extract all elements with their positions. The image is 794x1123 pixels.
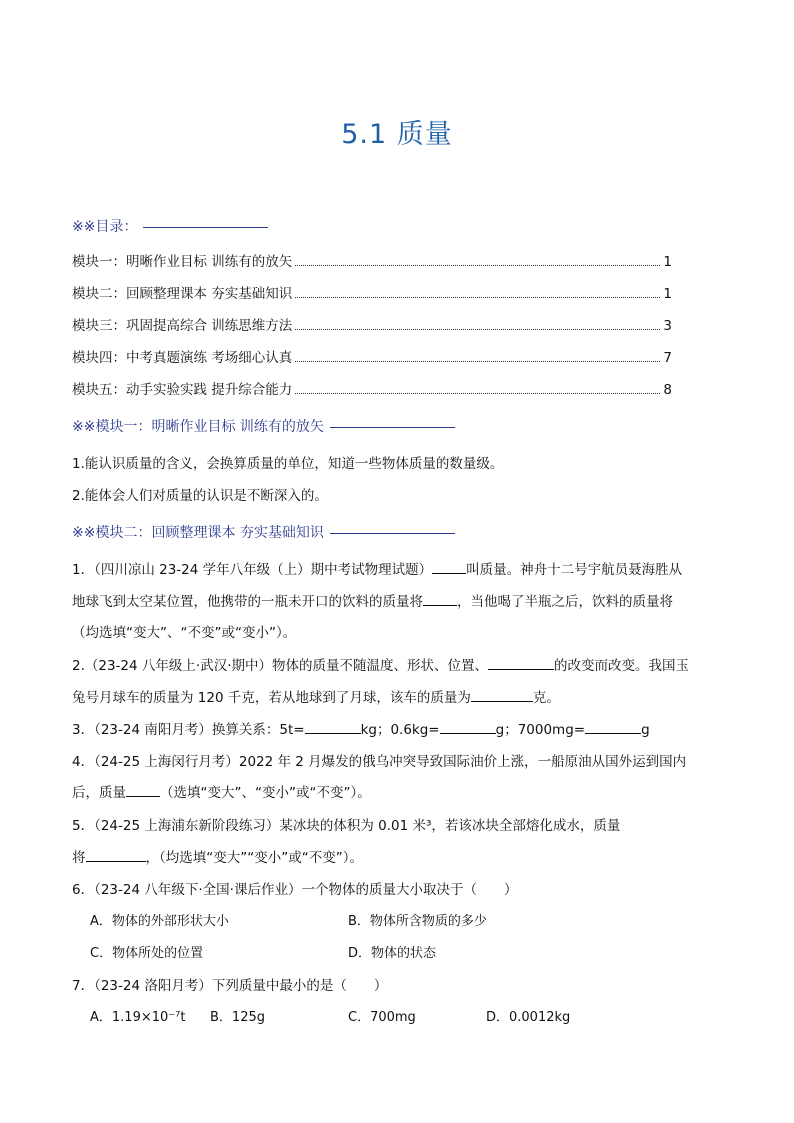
question-text: 兔号月球车的质量为 120 千克，若从地球到了月球，该车的质量为 — [72, 690, 471, 706]
question-text: ，（均选填“变大”“变小”或“不变”）。 — [145, 850, 363, 866]
heading-rule — [330, 427, 455, 428]
answer-blank[interactable] — [585, 721, 641, 734]
question-5-line-1: 5．（24-25 上海浦东新阶段练习）某冰块的体积为 0.01 米³，若该冰块全部熔化成水，质量 — [72, 818, 621, 834]
question-text: 将 — [72, 850, 86, 866]
question-3 — [72, 718, 650, 738]
toc-item-label: 模块一：明晰作业目标 训练有的放矢 — [72, 254, 293, 270]
answer-blank[interactable] — [305, 721, 361, 734]
question-4-line-1: 4．（24-25 上海闵行月考）2022 年 2 月爆发的俄乌冲突导致国际油价上涨，一船原油从国外运到国内 — [72, 754, 687, 770]
question-text: 1．（四川凉山 23-24 学年八年级（上）期中考试物理试题） — [72, 562, 433, 578]
toc-item[interactable] — [72, 346, 672, 366]
question-text: g — [641, 722, 650, 738]
answer-blank[interactable] — [432, 561, 466, 574]
toc-item[interactable] — [72, 314, 672, 334]
question-4-line-2 — [72, 781, 371, 801]
question-text: 后，质量 — [72, 785, 126, 801]
goal-item: 1.能认识质量的含义，会换算质量的单位，知道一些物体质量的数量级。 — [72, 456, 504, 472]
toc-heading — [72, 216, 268, 236]
question-1-line-3: （均选填“变大”、“不变”或“变小”）。 — [72, 625, 297, 641]
question-1-line-1 — [72, 558, 682, 578]
answer-blank[interactable] — [471, 689, 533, 702]
option-c[interactable]: C．物体所处的位置 — [90, 946, 204, 961]
toc-item[interactable] — [72, 378, 672, 398]
toc-item-label: 模块四：中考真题演练 考场细心认真 — [72, 350, 293, 366]
question-6-stem: 6．（23-24 八年级下·全国·课后作业）一个物体的质量大小取决于（ ） — [72, 882, 518, 898]
question-text: ，当他喝了半瓶之后，饮料的质量将 — [457, 594, 673, 610]
option-b[interactable]: B．物体所含物质的多少 — [348, 914, 487, 929]
question-text: kg；0.6kg= — [360, 722, 440, 738]
option-d[interactable]: D．0.0012kg — [486, 1010, 571, 1025]
toc-leader-dots — [295, 288, 660, 298]
question-text: 2.（23-24 八年级上·武汉·期中）物体的质量不随温度、形状、位置、 — [72, 658, 488, 674]
option-d[interactable]: D．物体的状态 — [348, 946, 437, 961]
module2-heading — [72, 522, 455, 542]
toc-item-page: 1 — [663, 254, 672, 270]
answer-blank[interactable] — [488, 657, 554, 670]
question-text: （选填“变大”、“变小”或“不变”）。 — [160, 785, 371, 801]
answer-blank[interactable] — [86, 849, 146, 862]
toc-leader-dots — [295, 384, 660, 394]
question-5-line-2 — [72, 846, 363, 866]
toc-heading-text: ※※目录： — [72, 219, 138, 235]
question-2-line-2 — [72, 686, 560, 706]
answer-blank[interactable] — [423, 593, 457, 606]
toc-item-page: 1 — [663, 286, 672, 302]
toc-leader-dots — [295, 352, 660, 362]
option-c[interactable]: C．700mg — [348, 1010, 416, 1025]
module2-heading-text: ※※模块二：回顾整理课本 夯实基础知识 — [72, 525, 324, 541]
toc-item-page: 7 — [663, 350, 672, 366]
question-text: 的改变而改变。我国玉 — [553, 658, 689, 674]
question-2-line-1 — [72, 654, 689, 674]
heading-rule — [330, 533, 455, 534]
toc-item[interactable] — [72, 282, 672, 302]
page-title: 5.1 质量 — [341, 119, 453, 150]
toc-item-label: 模块五：动手实验实践 提升综合能力 — [72, 382, 293, 398]
module1-heading — [72, 416, 455, 436]
question-text: 叫质量。神舟十二号宇航员聂海胜从 — [466, 562, 683, 578]
goal-item: 2.能体会人们对质量的认识是不断深入的。 — [72, 488, 328, 504]
answer-blank[interactable] — [440, 721, 496, 734]
question-text: 克。 — [532, 690, 560, 706]
toc-item[interactable] — [72, 250, 672, 270]
toc-item-page: 3 — [663, 318, 672, 334]
heading-rule — [143, 227, 268, 228]
toc-leader-dots — [295, 256, 660, 266]
question-text: 3．（23-24 南阳月考）换算关系：5t= — [72, 722, 305, 738]
toc-leader-dots — [295, 320, 660, 330]
toc-item-label: 模块三：巩固提高综合 训练思维方法 — [72, 318, 293, 334]
option-a[interactable]: A．物体的外部形状大小 — [90, 914, 229, 929]
option-b[interactable]: B．125g — [210, 1010, 265, 1025]
answer-blank[interactable] — [126, 784, 160, 797]
question-text: g；7000mg= — [495, 722, 586, 738]
toc-item-page: 8 — [663, 382, 672, 398]
question-1-line-2 — [72, 590, 673, 610]
question-text: 地球飞到太空某位置，他携带的一瓶未开口的饮料的质量将 — [72, 594, 423, 610]
option-a[interactable]: A．1.19×10⁻⁷t — [90, 1010, 186, 1025]
question-7-stem: 7．（23-24 洛阳月考）下列质量中最小的是（ ） — [72, 978, 388, 994]
toc-item-label: 模块二：回顾整理课本 夯实基础知识 — [72, 286, 293, 302]
module1-heading-text: ※※模块一：明晰作业目标 训练有的放矢 — [72, 419, 324, 435]
